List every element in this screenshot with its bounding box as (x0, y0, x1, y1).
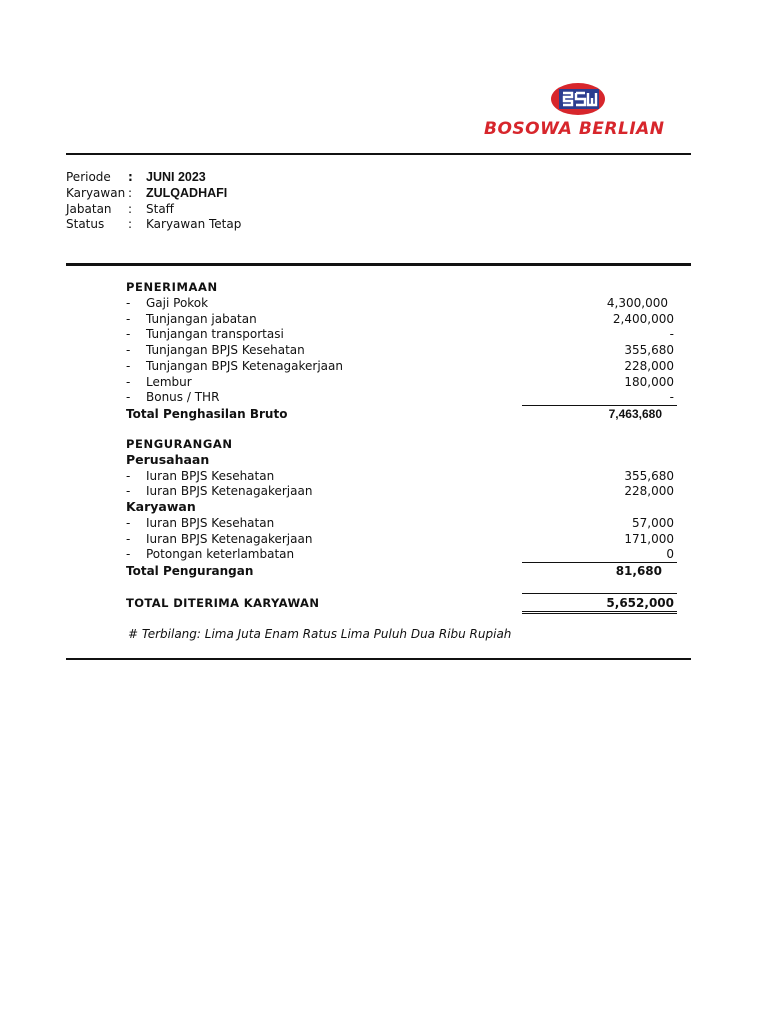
row-dash: - (126, 327, 131, 341)
deduction-label: Iuran BPJS Kesehatan (146, 469, 275, 483)
income-amount: 4,300,000 (606, 296, 668, 310)
income-amount: - (669, 327, 674, 341)
income-row (126, 311, 676, 327)
meta-value-jabatan: Staff (146, 202, 174, 216)
deduction-amount: 355,680 (624, 469, 674, 483)
income-label: Bonus / THR (146, 390, 220, 404)
deduction-total-label: Total Pengurangan (126, 564, 254, 578)
meta-value-status: Karyawan Tetap (146, 217, 242, 231)
grand-total-amount: 5,652,000 (606, 596, 674, 610)
gross-total-row (126, 406, 676, 422)
row-dash: - (126, 359, 131, 373)
gross-total-amount: 7,463,680 (608, 407, 662, 421)
pengurangan-heading: PENGURANGAN (126, 437, 233, 451)
income-row (126, 295, 676, 311)
income-row (126, 389, 676, 405)
income-row (126, 342, 676, 358)
income-amount: - (669, 390, 674, 404)
income-amount: 2,400,000 (612, 312, 674, 326)
grand-total-double-line-2 (522, 613, 677, 614)
income-label: Tunjangan transportasi (146, 327, 284, 341)
meta-label: Jabatan (66, 202, 112, 216)
grand-total-double-line-1 (522, 611, 677, 612)
income-amount: 228,000 (624, 359, 674, 373)
income-row (126, 326, 676, 342)
meta-row-periode (66, 169, 466, 185)
deduction-amount: 57,000 (632, 516, 674, 530)
income-label: Tunjangan BPJS Ketenagakerjaan (146, 359, 343, 373)
svg-text:BOSOWA BERLIAN: BOSOWA BERLIAN (484, 119, 665, 139)
meta-label: Karyawan (66, 186, 126, 200)
row-dash: - (126, 532, 131, 546)
income-amount: 355,680 (624, 343, 674, 357)
meta-colon: : (128, 217, 133, 231)
gross-total-label: Total Penghasilan Bruto (126, 407, 288, 421)
grand-total-top-line (522, 593, 677, 594)
row-dash: - (126, 390, 131, 404)
row-dash: - (126, 484, 131, 498)
deduction-total-row (126, 563, 676, 579)
amount-in-words: # Terbilang: Lima Juta Enam Ratus Lima Puluh Dua Ribu Rupiah (128, 627, 512, 641)
row-dash: - (126, 343, 131, 357)
row-dash: - (126, 312, 131, 326)
meta-row-jabatan (66, 201, 466, 217)
deduction-amount: 0 (666, 547, 674, 561)
deduction-row (126, 531, 676, 547)
row-dash: - (126, 469, 131, 483)
deduction-label: Potongan keterlambatan (146, 547, 295, 561)
income-label: Tunjangan BPJS Kesehatan (146, 343, 305, 357)
grand-total-label: TOTAL DITERIMA KARYAWAN (126, 596, 320, 610)
grand-total-row (126, 595, 676, 611)
deduction-label: Iuran BPJS Ketenagakerjaan (146, 532, 313, 546)
meta-value-periode: JUNI 2023 (146, 170, 206, 184)
deduction-total-amount: 81,680 (615, 564, 662, 578)
bottom-divider (66, 658, 691, 660)
meta-row-status (66, 216, 466, 232)
meta-row-karyawan (66, 185, 466, 201)
karyawan-heading: Karyawan (126, 499, 196, 514)
income-label: Lembur (146, 375, 192, 389)
deduction-label: Iuran BPJS Kesehatan (146, 516, 275, 530)
row-dash: - (126, 375, 131, 389)
deduction-row (126, 483, 676, 499)
meta-colon: : (128, 170, 133, 184)
income-amount: 180,000 (624, 375, 674, 389)
row-dash: - (126, 296, 131, 310)
meta-colon: : (128, 186, 133, 200)
deduction-row (126, 468, 676, 484)
top-divider (66, 153, 691, 155)
deduction-amount: 171,000 (624, 532, 674, 546)
row-dash: - (126, 516, 131, 530)
meta-label: Status (66, 217, 105, 231)
deduction-row (126, 515, 676, 531)
mid-divider (66, 263, 691, 266)
meta-label: Periode (66, 170, 111, 184)
deduction-amount: 228,000 (624, 484, 674, 498)
company-logo (480, 80, 680, 142)
income-row (126, 358, 676, 374)
deduction-label: Iuran BPJS Ketenagakerjaan (146, 484, 313, 498)
meta-colon: : (128, 202, 133, 216)
row-dash: - (126, 547, 131, 561)
deduction-row (126, 546, 676, 562)
penerimaan-heading: PENERIMAAN (126, 280, 218, 294)
income-label: Tunjangan jabatan (146, 312, 257, 326)
income-row (126, 374, 676, 390)
income-label: Gaji Pokok (146, 296, 209, 310)
perusahaan-heading: Perusahaan (126, 452, 210, 467)
meta-value-karyawan: ZULQADHAFI (146, 186, 228, 200)
